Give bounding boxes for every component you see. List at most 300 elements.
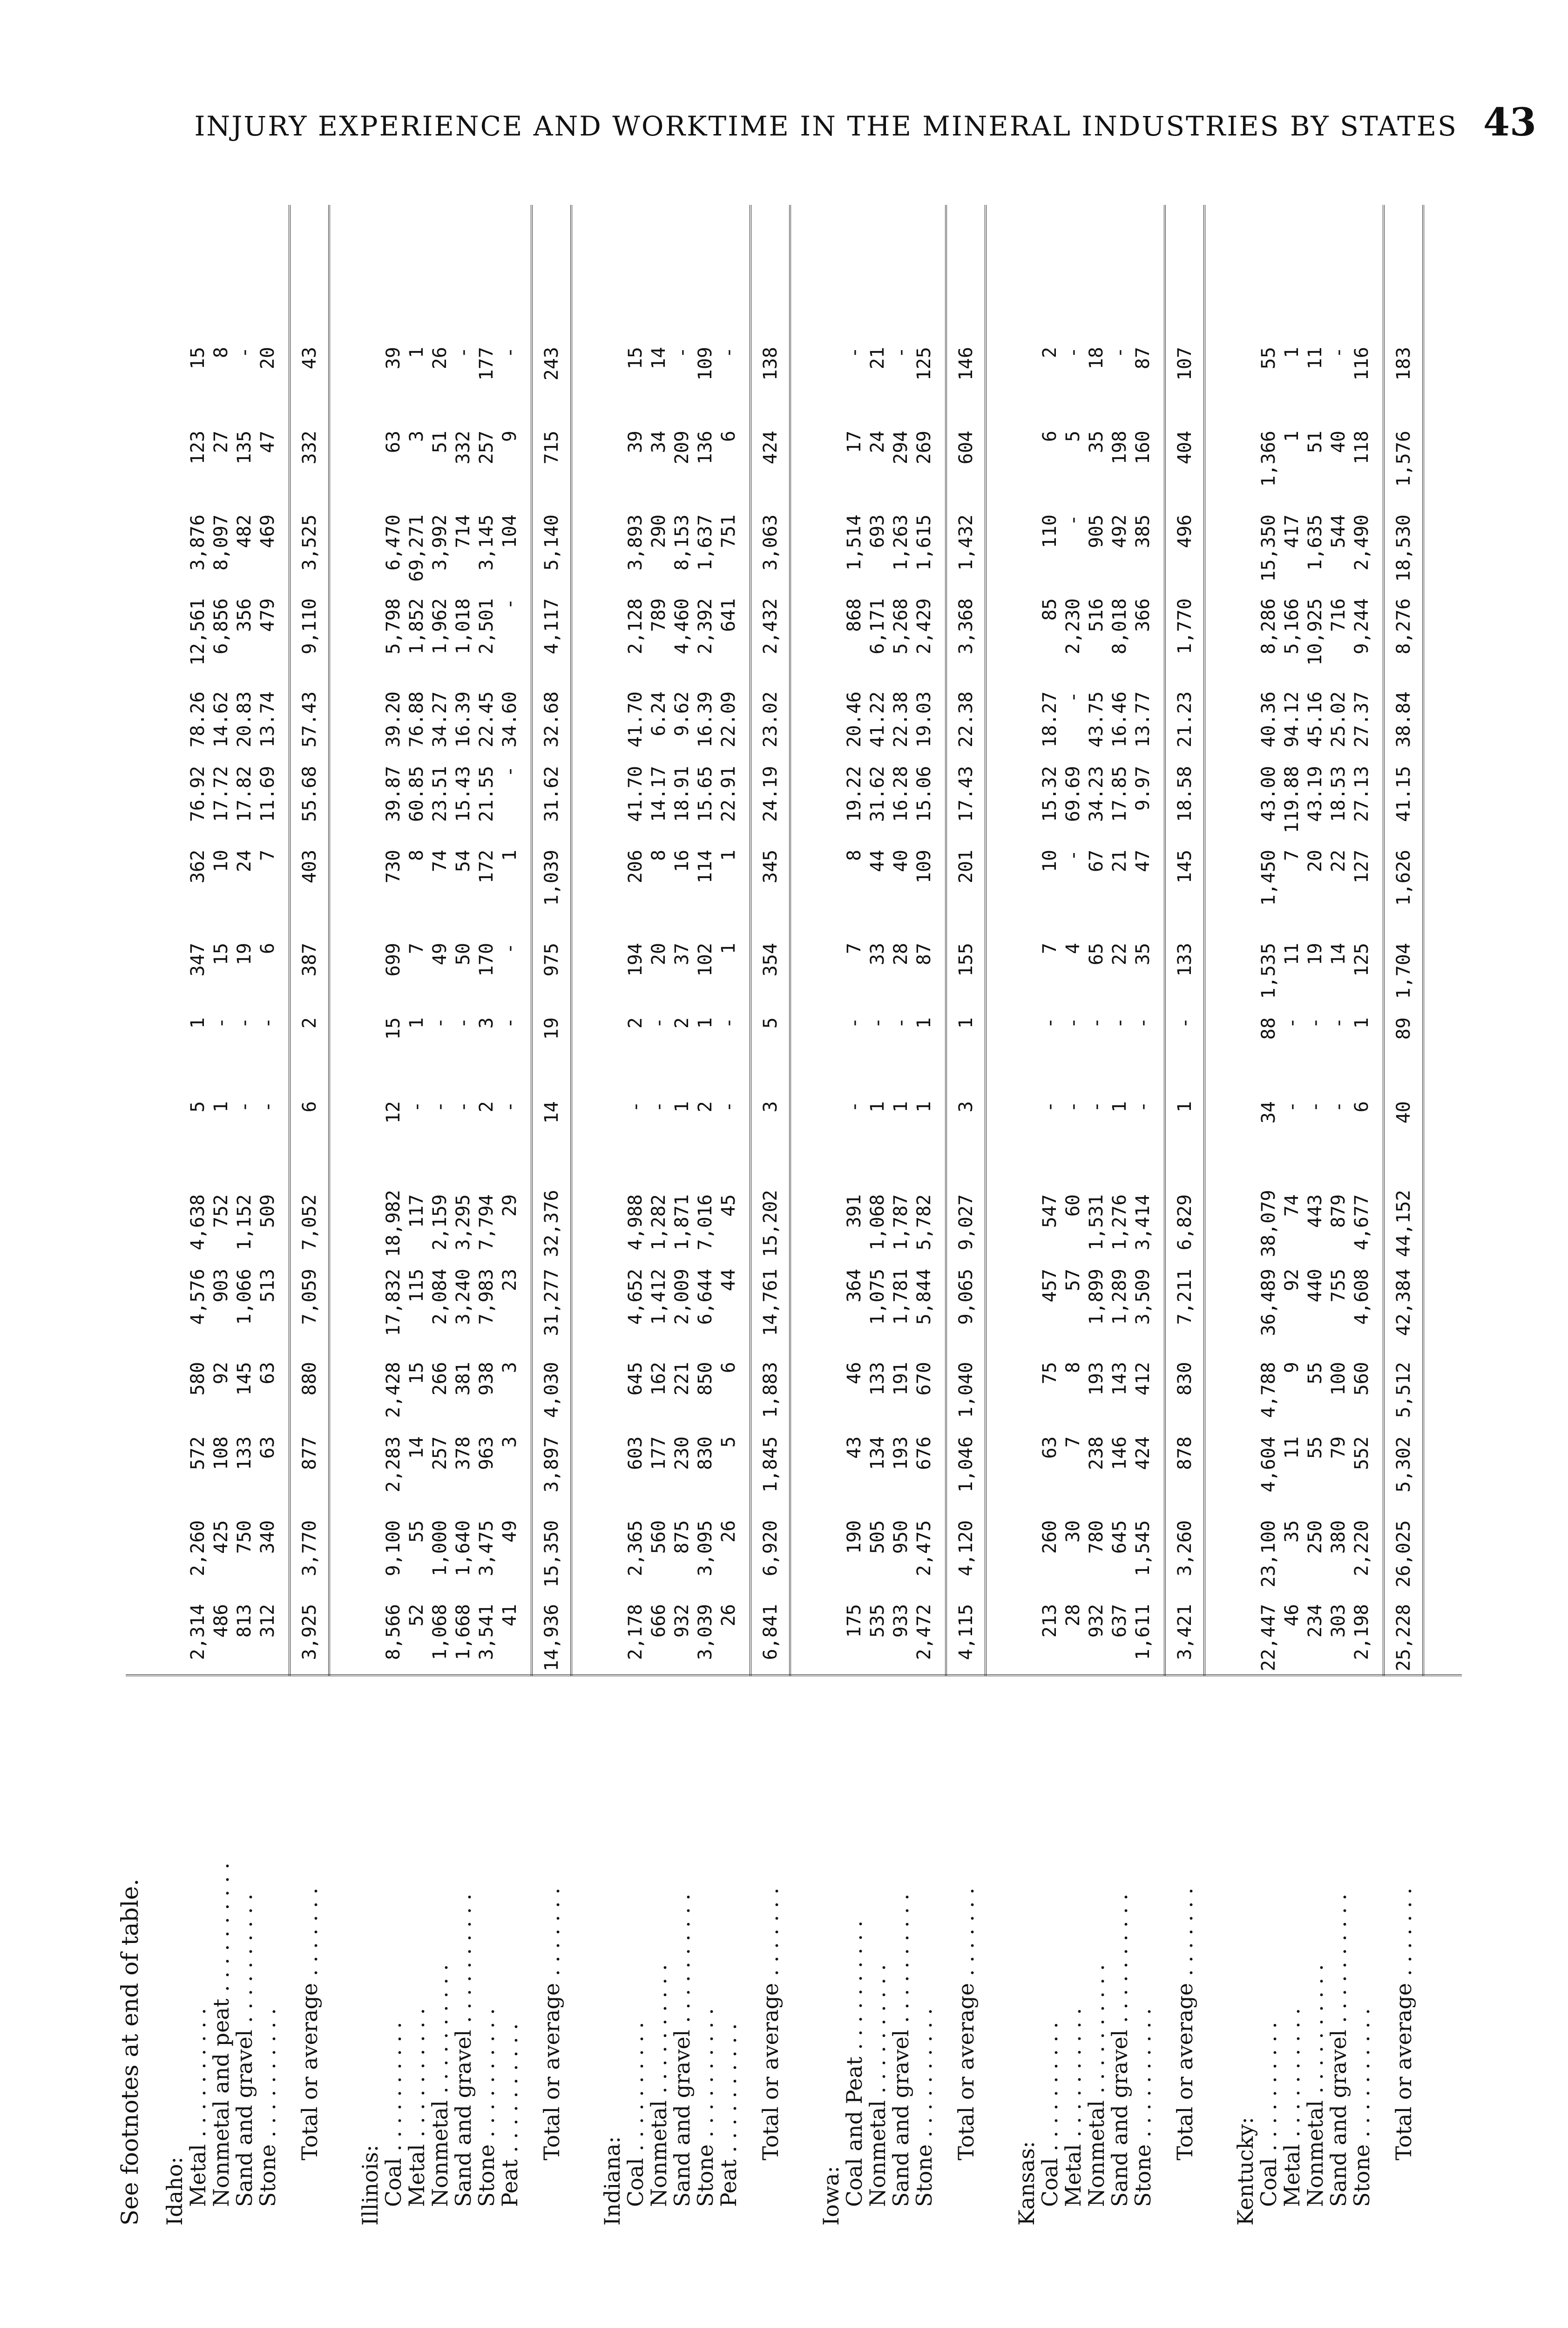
table-cell: 850 [695,1362,716,1396]
table-cell: 19 [1304,943,1326,966]
table-cell: - [453,347,474,359]
table-cell: 8,097 [210,514,232,571]
table-row [405,205,428,1676]
table-cell: 6 [299,1101,320,1113]
running-head: INJURY EXPERIENCE AND WORKTIME IN THE MINERAL INDUSTRIES BY STATES [194,110,1458,142]
table-rule [1164,205,1166,1676]
table-row [256,205,279,1676]
table-cell: 6 [718,1362,739,1374]
table-cell: 2,084 [429,1269,451,1325]
table-cell: 16.46 [1109,691,1130,748]
table-cell: 11 [1304,347,1326,370]
table-row [498,205,521,1676]
table-cell: 1,845 [760,1436,781,1493]
total-row [954,205,978,1676]
table-cell: 385 [1132,514,1154,548]
table-cell: 40 [890,850,912,873]
table-cell: - [1109,1017,1130,1029]
table-cell: 51 [1304,431,1326,453]
table-cell: 2,501 [476,598,497,655]
row-label: Nonmetal . . . . . . . . . . [646,1964,671,2207]
table-rule [289,205,291,1676]
table-cell: 44 [718,1269,739,1292]
table-cell: 7,211 [1174,1269,1196,1325]
table-cell: 9,110 [299,598,320,655]
table-cell: 7 [1039,943,1061,954]
table-cell: 1 [718,850,739,861]
table-cell: 107 [1174,347,1196,381]
table-cell: 47 [1132,850,1154,873]
table-cell: 5,302 [1393,1436,1414,1493]
table-cell: 76.88 [406,691,427,748]
table-cell: - [671,347,693,359]
row-label: Sand and gravel . . . . . . . . . . [888,1894,913,2207]
table-rule [570,205,572,1676]
table-cell: 1,075 [867,1269,888,1325]
table-cell: 47 [257,431,278,453]
table-cell: 50 [453,943,474,966]
table-cell: - [499,598,520,610]
table-cell: - [1109,347,1130,359]
table-cell: 87 [1132,347,1154,370]
table-cell: 5,844 [913,1269,935,1325]
table-cell: 751 [718,514,739,548]
table-cell: 1,883 [760,1362,781,1418]
table-cell: 1,871 [671,1194,693,1251]
table-row [1350,205,1373,1676]
table-cell: 14 [648,347,669,370]
table-cell: - [499,943,520,954]
table-cell: 9 [1281,1362,1303,1374]
table-cell: 172 [476,850,497,884]
table-cell: 31.62 [867,766,888,822]
table-cell: 1,704 [1393,943,1414,999]
table-cell: 27.13 [1351,766,1372,822]
row-label: Nonmetal and peat . . . . . . . . . . [209,1862,234,2207]
table-cell: 4,117 [541,598,562,655]
table-cell: 1,576 [1393,431,1414,487]
table-cell: 55 [406,1520,427,1543]
table-cell: 19 [541,1017,562,1040]
table-row [1257,205,1280,1676]
table-cell: 1,626 [1393,850,1414,906]
table-cell: 604 [955,431,977,465]
table-cell: 1,615 [913,514,935,571]
table-cell: - [453,1017,474,1029]
table-cell: 17.72 [210,766,232,822]
table-cell: 118 [1351,431,1372,465]
table-cell: 22 [1109,943,1130,966]
table-cell: 1,781 [890,1269,912,1325]
table-cell: 44 [867,850,888,873]
table-cell: 14 [541,1101,562,1124]
table-row [382,205,405,1676]
table-cell: 26,025 [1393,1520,1414,1588]
table-cell: 641 [718,598,739,632]
table-cell: 1,611 [1132,1604,1154,1660]
table-cell: 4,115 [955,1604,977,1660]
table-cell: 21 [867,347,888,370]
table-cell: 1 [955,1017,977,1029]
table-cell: 294 [890,431,912,465]
table-cell: 74 [429,850,451,873]
table-cell: 170 [476,943,497,977]
table-cell: 32,376 [541,1190,562,1257]
table-cell: 2 [299,1017,320,1029]
table-cell: 41.70 [625,691,646,748]
row-label: Coal and Peat . . . . . . . . . . [842,1920,867,2207]
table-cell: 340 [257,1520,278,1554]
table-rule [985,205,987,1676]
table-cell: - [499,1017,520,1029]
table-cell: 3,925 [299,1604,320,1660]
table-cell: - [1062,1017,1084,1029]
table-cell: 136 [695,431,716,465]
table-row [452,205,475,1676]
table-row [1280,205,1304,1676]
row-label: Stone . . . . . . . . . . [474,2008,499,2207]
table-cell: 55.68 [299,766,320,822]
total-row-label: Total or average . . . . . . . [297,1888,322,2160]
table-cell: - [234,1101,255,1113]
table-cell: - [1281,1017,1303,1029]
table-cell: 469 [257,514,278,548]
table-cell: - [844,1101,865,1113]
table-cell: 6,841 [760,1604,781,1660]
table-cell: 2,230 [1062,598,1084,655]
table-cell: 1,412 [648,1269,669,1325]
table-cell: 88 [1258,1017,1279,1040]
table-cell: 457 [1039,1269,1061,1303]
table-cell: 1,039 [541,850,562,906]
row-label: Peat . . . . . . . . . . [716,2023,741,2207]
row-label: Metal . . . . . . . . . . [1061,2008,1086,2207]
total-row [759,205,782,1676]
table-cell: 14 [406,1436,427,1459]
table-cell: 221 [671,1362,693,1396]
table-cell: 699 [383,943,404,977]
table-cell: 9,244 [1351,598,1372,655]
table-cell: 13.74 [257,691,278,748]
state-heading: Kansas: [1014,2141,1039,2226]
table-cell: 39 [625,431,646,453]
table-cell: 14.17 [648,766,669,822]
table-cell: 44,152 [1393,1190,1414,1257]
table-cell: 1,637 [695,514,716,571]
table-cell: 4,988 [625,1194,646,1251]
table-cell: 16.39 [695,691,716,748]
table-cell: 417 [1281,514,1303,548]
table-cell: 3,414 [1132,1194,1154,1251]
table-cell: 34 [648,431,669,453]
table-cell: 1,787 [890,1194,912,1251]
table-cell: 666 [648,1604,669,1638]
table-cell: 89 [1393,1017,1414,1040]
table-cell: 3 [760,1101,781,1113]
table-cell: 645 [625,1362,646,1396]
table-cell: 2 [695,1101,716,1113]
table-cell: - [1062,514,1084,526]
table-cell: 20 [257,347,278,370]
table-cell: 17,832 [383,1269,404,1336]
table-cell: 1 [1281,431,1303,442]
table-cell: 57 [1062,1269,1084,1292]
table-cell: 198 [1109,431,1130,465]
table-cell: - [1304,1017,1326,1029]
table-cell: 6.24 [648,691,669,737]
table-cell: 41 [499,1604,520,1627]
row-label: Coal . . . . . . . . . . [381,2022,406,2207]
table-cell: - [1174,1017,1196,1029]
table-cell: 177 [476,347,497,381]
table-cell: - [234,1017,255,1029]
table-cell: 238 [1086,1436,1107,1470]
table-cell: 108 [210,1436,232,1470]
table-rule [750,205,751,1676]
table-cell: 269 [913,431,935,465]
table-cell: 102 [695,943,716,977]
total-row [1173,205,1196,1676]
table-cell: 730 [383,850,404,884]
table-cell: 7 [1062,1436,1084,1448]
table-cell: 9,065 [955,1269,977,1325]
table-cell: 7 [844,943,865,954]
table-cell: 516 [1086,598,1107,632]
table-cell: 104 [499,514,520,548]
table-cell: 16.28 [890,766,912,822]
table-cell: 135 [234,431,255,465]
table-cell: 4,677 [1351,1194,1372,1251]
table-cell: 3,095 [695,1520,716,1577]
table-cell: 403 [299,850,320,884]
table-cell: 780 [1086,1520,1107,1554]
table-cell: 17.85 [1109,766,1130,822]
table-cell: 3,240 [453,1269,474,1325]
table-cell: 1,068 [429,1604,451,1660]
table-cell: 1 [187,1017,209,1029]
row-label: Stone . . . . . . . . . . [912,2008,937,2207]
table-cell: 4,608 [1351,1269,1372,1325]
table-cell: 505 [867,1520,888,1554]
table-cell: 27 [210,431,232,453]
table-cell: 1,040 [955,1362,977,1418]
table-cell: - [648,1101,669,1113]
table-cell: 1,770 [1174,598,1196,655]
table-cell: - [844,347,865,359]
table-cell: 19.22 [844,766,865,822]
table-cell: 380 [1328,1520,1349,1554]
state-heading: Indiana: [600,2136,625,2226]
table-cell: 356 [234,598,255,632]
table-cell: 8,018 [1109,598,1130,655]
table-cell: 40.36 [1258,691,1279,748]
table-cell: 1,531 [1086,1194,1107,1251]
total-row-label: Total or average . . . . . . . [953,1888,979,2160]
table-cell: 362 [187,850,209,884]
table-cell: 39.87 [383,766,404,822]
row-label: Stone . . . . . . . . . . [693,2008,718,2207]
table-cell: 15.32 [1039,766,1061,822]
table-cell: 8 [406,850,427,861]
table-cell: 45 [718,1194,739,1217]
table-cell: 40 [1393,1101,1414,1124]
table-cell: 4,030 [541,1362,562,1418]
footnote: See footnotes at end of table. [116,1878,143,2226]
table-cell: 109 [695,347,716,381]
table-cell: - [1062,347,1084,359]
table-cell: 243 [541,347,562,381]
table-row [475,205,498,1676]
table-cell: 404 [1174,431,1196,465]
table-cell: 1,018 [453,598,474,655]
table-cell: - [1132,1017,1154,1029]
table-cell: 35 [1281,1520,1303,1543]
table-cell: 1,899 [1086,1269,1107,1325]
table-cell: 509 [257,1194,278,1228]
table-cell: 115 [406,1269,427,1303]
table-cell: 2,490 [1351,514,1372,571]
table-cell: 35 [1086,431,1107,453]
table-cell: 3 [499,1362,520,1374]
table-rule [945,205,947,1676]
table-cell: 15.43 [453,766,474,822]
table-cell: 6,470 [383,514,404,571]
table-cell: 572 [187,1436,209,1470]
table-rule [1383,205,1385,1676]
table-cell: 1,545 [1132,1520,1154,1577]
table-cell: 750 [234,1520,255,1554]
table-cell: 878 [1174,1436,1196,1470]
table-cell: 22.09 [718,691,739,748]
table-cell: 31,277 [541,1269,562,1336]
table-cell: 145 [234,1362,255,1396]
table-cell: 110 [1039,514,1061,548]
table-cell: - [1328,1017,1349,1029]
table-cell: 92 [1281,1269,1303,1292]
table-cell: 2,198 [1351,1604,1372,1660]
table-cell: 55 [1258,347,1279,370]
table-cell: 2 [671,1017,693,1029]
table-cell: 21.55 [476,766,497,822]
table-cell: 1 [499,850,520,861]
table-cell: 18.27 [1039,691,1061,748]
table-cell: 752 [210,1194,232,1228]
table-cell: 260 [1039,1520,1061,1554]
table-cell: 24.19 [760,766,781,822]
table-cell: 1,152 [234,1194,255,1251]
row-label: Sand and gravel . . . . . . . . . . [1107,1894,1132,2207]
table-cell: 175 [844,1604,865,1638]
table-cell: - [499,347,520,359]
table-cell: 4,460 [671,598,693,655]
table-cell: 1 [671,1101,693,1113]
table-cell: 9.97 [1132,766,1154,811]
table-cell: 193 [890,1436,912,1470]
table-cell: 33 [867,943,888,966]
table-cell: 18.53 [1328,766,1349,822]
table-cell: 789 [648,598,669,632]
table-cell: 11 [1281,943,1303,966]
table-cell: 11 [1281,1436,1303,1459]
table-cell: 57.43 [299,691,320,748]
table-cell: 552 [1351,1436,1372,1470]
table-row [866,205,889,1676]
table-cell: - [406,1101,427,1113]
table-row [428,205,452,1676]
table-cell: 116 [1351,347,1372,381]
table-cell: 8,286 [1258,598,1279,655]
table-rule [328,205,330,1676]
table-cell: 20 [1304,850,1326,873]
table-cell: 2,220 [1351,1520,1372,1577]
table-cell: 15 [383,1017,404,1040]
table-cell: 17.43 [955,766,977,822]
table-cell: 18.58 [1174,766,1196,822]
row-label: Stone . . . . . . . . . . [1130,2008,1156,2207]
table-cell: 69.69 [1062,766,1084,822]
table-cell: 213 [1039,1604,1061,1638]
table-cell: - [890,347,912,359]
table-row [1085,205,1108,1676]
table-cell: 190 [844,1520,865,1554]
table-rule [1422,205,1424,1676]
values-area [126,205,1462,1676]
total-row [540,205,563,1676]
table-cell: 963 [476,1436,497,1470]
table-cell: 14,936 [541,1604,562,1672]
table-cell: 7,983 [476,1269,497,1325]
table-cell: 560 [648,1520,669,1554]
table-cell: 7 [1281,850,1303,861]
table-cell: 23.51 [429,766,451,822]
table-cell: 15,350 [541,1520,562,1588]
table-cell: 55 [1304,1436,1326,1459]
table-cell: 20.83 [234,691,255,748]
table-cell: 1,852 [406,598,427,655]
table-cell: 303 [1328,1604,1349,1638]
table-cell: 3,295 [453,1194,474,1251]
table-cell: 5 [187,1101,209,1113]
table-cell: 55 [1304,1362,1326,1385]
row-label: Metal . . . . . . . . . . [1279,2008,1304,2207]
table-cell: 513 [257,1269,278,1303]
table-cell: 146 [1109,1436,1130,1470]
table-cell: 37 [671,943,693,966]
table-cell: 479 [257,598,278,632]
table-cell: - [718,1017,739,1029]
table-cell: 138 [760,347,781,381]
table-cell: 43.75 [1086,691,1107,748]
table-cell: 932 [1086,1604,1107,1638]
table-cell: 544 [1328,514,1349,548]
table-cell: 2,428 [383,1362,404,1418]
table-cell: 2,365 [625,1520,646,1577]
table-cell: 15 [187,347,209,370]
table-cell: 6 [718,431,739,442]
total-row-label: Total or average . . . . . . . [1391,1888,1416,2160]
table-cell: 31.62 [541,766,562,822]
table-cell: 75 [1039,1362,1061,1385]
table-cell: 6 [1351,1101,1372,1113]
table-cell: 22.38 [955,691,977,748]
table-cell: - [1086,1017,1107,1029]
table-cell: 2 [476,1101,497,1113]
table-cell: 2 [625,1017,646,1029]
table-cell: 32.68 [541,691,562,748]
table-cell: 49 [429,943,451,966]
table-cell: 8 [844,850,865,861]
table-cell: 6,644 [695,1269,716,1325]
